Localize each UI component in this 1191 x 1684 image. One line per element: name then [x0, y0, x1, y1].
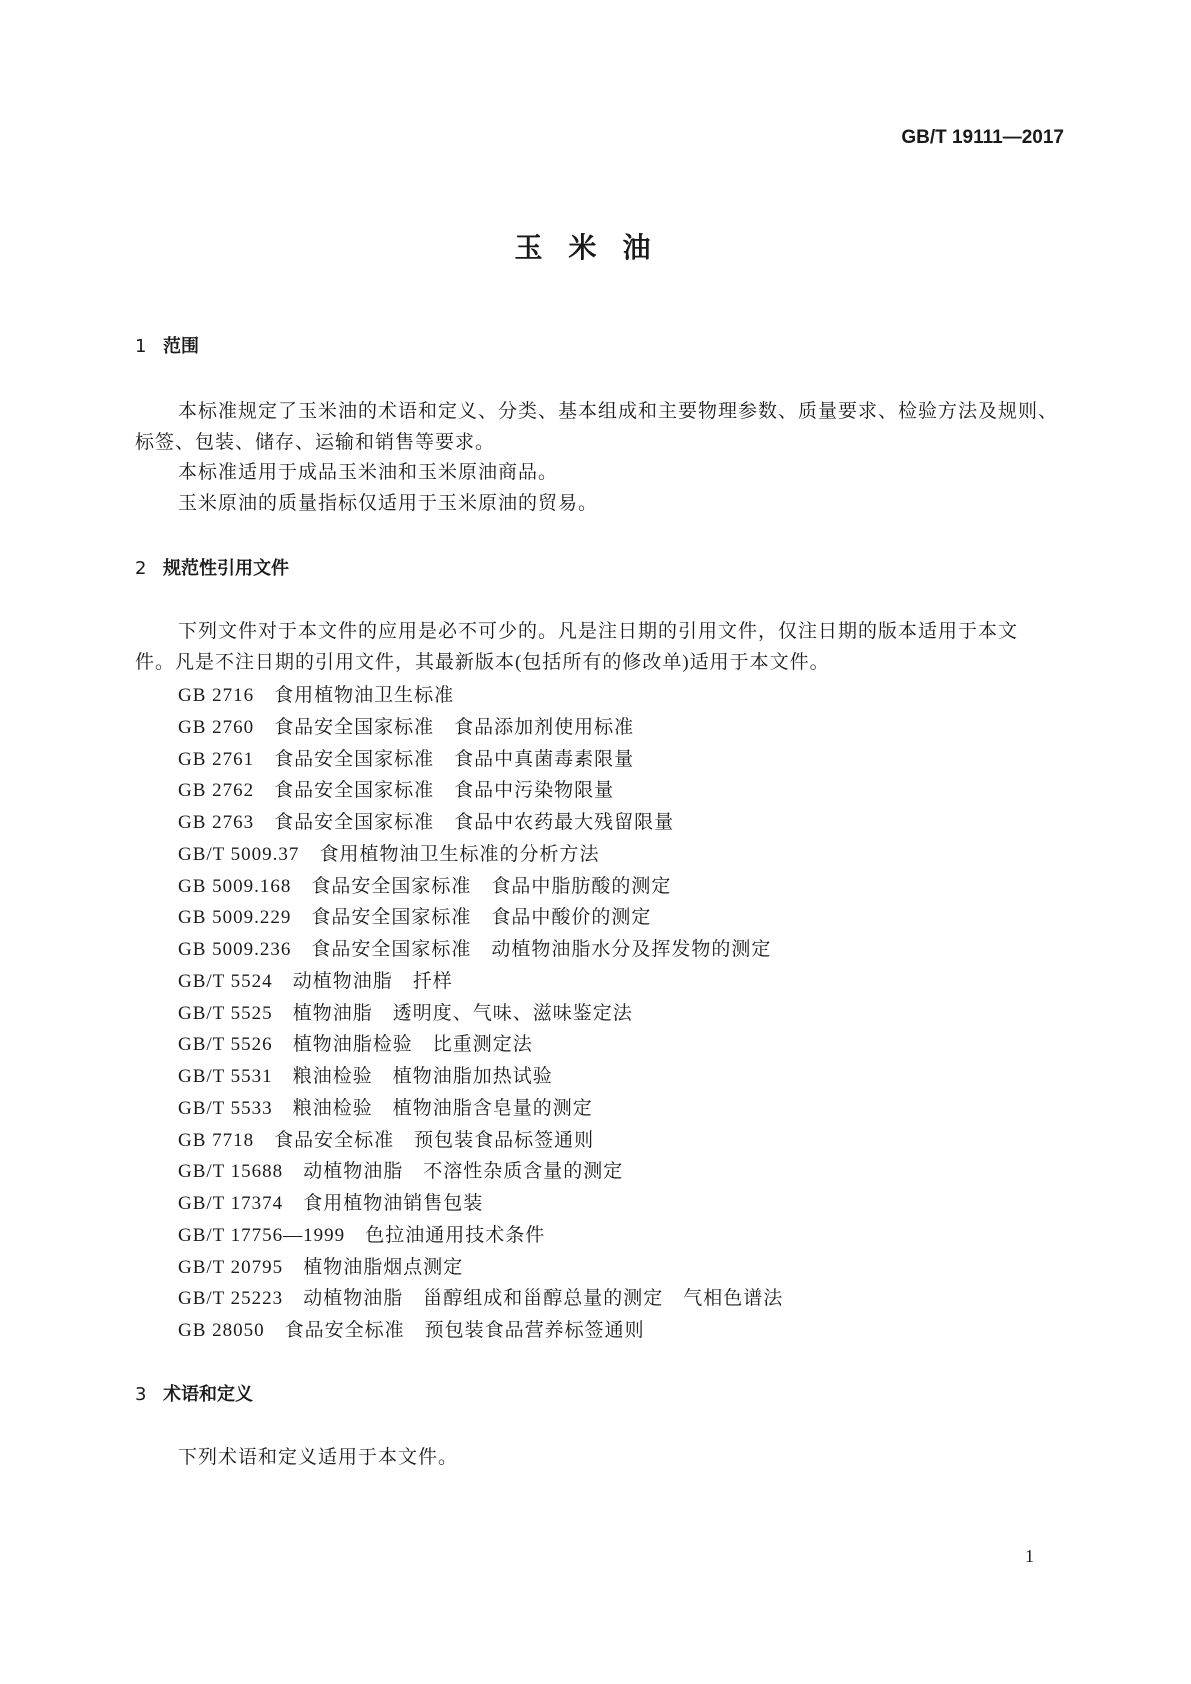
reference-item	[178, 716, 634, 740]
reference-title: 粮油检验 植物油脂含皂量的测定	[292, 1097, 593, 1119]
reference-title: 食品安全国家标准 动植物油脂水分及挥发物的测定	[311, 939, 772, 960]
reference-code: GB/T 17374	[178, 1193, 284, 1214]
reference-code: GB/T 5525	[178, 1002, 273, 1024]
reference-code: GB 28050	[178, 1320, 265, 1341]
reference-code: GB/T 5526	[178, 1034, 273, 1056]
reference-item	[178, 938, 771, 962]
reference-item	[178, 906, 651, 930]
reference-title: 动植物油脂 甾醇组成和甾醇总量的测定 气相色谱法	[303, 1288, 784, 1310]
reference-code: GB 2762	[178, 780, 255, 802]
reference-item	[178, 811, 674, 835]
reference-item	[178, 1287, 783, 1311]
reference-item	[178, 1097, 593, 1121]
reference-title: 食品安全国家标准 食品中污染物限量	[274, 780, 615, 802]
reference-title: 食品安全国家标准 食品添加剂使用标准	[274, 716, 635, 738]
scope-paragraph-line: 标签、包装、储存、运输和销售等要求。	[135, 432, 496, 453]
scope-paragraph-line: 本标准适用于成品玉米油和玉米原油商品。	[178, 462, 559, 483]
reference-item	[178, 1224, 545, 1248]
section-heading-terms	[135, 1383, 253, 1407]
scope-paragraph-line: 本标准规定了玉米油的术语和定义、分类、基本组成和主要物理参数、质量要求、检验方法及规则、	[178, 401, 1059, 422]
scope-paragraph-line: 玉米原油的质量指标仅适用于玉米原油的贸易。	[178, 493, 599, 514]
reference-item	[178, 684, 454, 708]
reference-code: GB/T 20795	[178, 1256, 284, 1278]
reference-title: 食用植物油卫生标准的分析方法	[319, 843, 600, 865]
reference-item	[178, 1256, 463, 1280]
reference-code: GB 5009.236	[178, 939, 292, 960]
section-number: 3	[135, 1384, 147, 1405]
reference-title: 植物油脂检验 比重测定法	[292, 1034, 533, 1056]
reference-code: GB 2760	[178, 716, 255, 738]
reference-item	[178, 1160, 623, 1184]
page-number: 1	[1025, 1546, 1034, 1566]
reference-item	[178, 1129, 594, 1153]
reference-code: GB 2716	[178, 685, 255, 706]
reference-title: 色拉油通用技术条件	[365, 1224, 546, 1246]
reference-code: GB/T 15688	[178, 1161, 284, 1183]
reference-code: GB/T 5524	[178, 970, 273, 992]
document-number: GB/T 19111—2017	[901, 127, 1064, 148]
reference-title: 植物油脂烟点测定	[303, 1256, 464, 1278]
reference-item	[178, 1065, 553, 1089]
references-intro-line: 件。凡是不注日期的引用文件，其最新版本(包括所有的修改单)适用于本文件。	[135, 652, 830, 673]
reference-item	[178, 875, 671, 899]
section-title: 规范性引用文件	[163, 558, 289, 579]
reference-title: 食用植物油卫生标准	[274, 685, 455, 706]
page-title: 玉米油	[514, 231, 677, 264]
terms-intro: 下列术语和定义适用于本文件。	[178, 1447, 459, 1468]
reference-title: 食品安全标准 预包装食品标签通则	[274, 1129, 595, 1151]
reference-item	[178, 1033, 533, 1057]
reference-code: GB 5009.168	[178, 875, 292, 897]
reference-title: 粮油检验 植物油脂加热试验	[292, 1066, 553, 1087]
reference-code: GB/T 25223	[178, 1288, 284, 1310]
reference-code: GB/T 17756—1999	[178, 1224, 346, 1246]
reference-title: 食用植物油销售包装	[303, 1193, 484, 1214]
reference-item	[178, 1192, 483, 1216]
reference-title: 动植物油脂 不溶性杂质含量的测定	[303, 1161, 624, 1183]
reference-title: 植物油脂 透明度、气味、滋味鉴定法	[292, 1002, 633, 1024]
reference-title: 食品安全国家标准 食品中农药最大残留限量	[274, 812, 675, 833]
reference-code: GB 5009.229	[178, 907, 292, 929]
reference-item	[178, 748, 634, 772]
reference-title: 食品安全国家标准 食品中真菌毒素限量	[274, 748, 635, 770]
references-intro-line: 下列文件对于本文件的应用是必不可少的。凡是注日期的引用文件，仅注日期的版本适用于本文	[178, 621, 1019, 642]
section-number: 1	[135, 336, 147, 357]
reference-item	[178, 970, 453, 994]
reference-item	[178, 843, 599, 867]
reference-code: GB/T 5533	[178, 1097, 273, 1119]
section-number: 2	[135, 558, 147, 579]
reference-code: GB 7718	[178, 1129, 255, 1151]
section-title: 范围	[163, 336, 199, 357]
reference-code: GB/T 5531	[178, 1066, 273, 1087]
reference-code: GB/T 5009.37	[178, 843, 300, 865]
reference-title: 食品安全标准 预包装食品营养标签通则	[284, 1320, 645, 1341]
reference-item	[178, 1002, 633, 1026]
reference-item	[178, 1319, 645, 1343]
reference-title: 食品安全国家标准 食品中酸价的测定	[311, 907, 652, 929]
reference-title: 食品安全国家标准 食品中脂肪酸的测定	[311, 875, 672, 897]
reference-code: GB 2763	[178, 812, 255, 833]
reference-code: GB 2761	[178, 748, 255, 770]
reference-title: 动植物油脂 扦样	[292, 970, 453, 992]
section-heading-normative-references	[135, 557, 289, 581]
reference-item	[178, 779, 614, 803]
section-title: 术语和定义	[163, 1384, 253, 1405]
section-heading-scope	[135, 335, 199, 359]
